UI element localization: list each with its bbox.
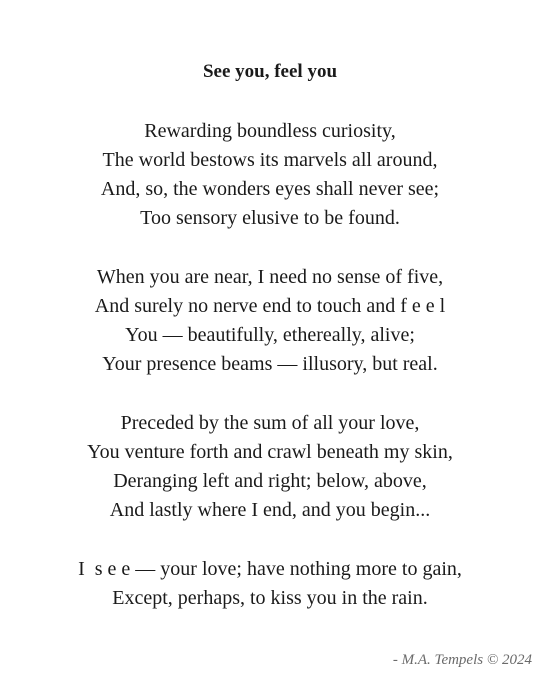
poem-body (0, 117, 540, 643)
poem-line: When you are near, I need no sense of five, (96, 266, 444, 288)
poem-line: Your presence beams — illusory, but real. (102, 353, 438, 375)
poem-line: Too sensory elusive to be found. (140, 207, 400, 229)
stanza-2 (0, 263, 540, 379)
poem-line: You — beautifully, ethereally, alive; (125, 324, 415, 346)
poem-line: And surely no nerve end to touch and f e e l (94, 295, 446, 317)
stanza-1 (0, 117, 540, 233)
poem-title: See you, feel you (202, 61, 338, 82)
poem-line: You venture forth and crawl beneath my skin, (87, 441, 453, 463)
poem-line: Rewarding boundless curiosity, (144, 120, 396, 142)
stanza-4 (0, 555, 540, 613)
author-signature: - M.A. Tempels © 2024 (392, 652, 532, 668)
poem-line: I s e e — your love; have nothing more to gain, (78, 558, 462, 580)
poem-line: And lastly where I end, and you begin... (109, 499, 431, 521)
poem-line: Except, perhaps, to kiss you in the rain. (112, 587, 428, 609)
poem-line: Deranging left and right; below, above, (113, 470, 427, 492)
poem-line: Preceded by the sum of all your love, (120, 412, 420, 434)
poem-line: And, so, the wonders eyes shall never see; (100, 178, 440, 200)
stanza-3 (0, 409, 540, 525)
poem-line: The world bestows its marvels all around, (102, 149, 438, 171)
